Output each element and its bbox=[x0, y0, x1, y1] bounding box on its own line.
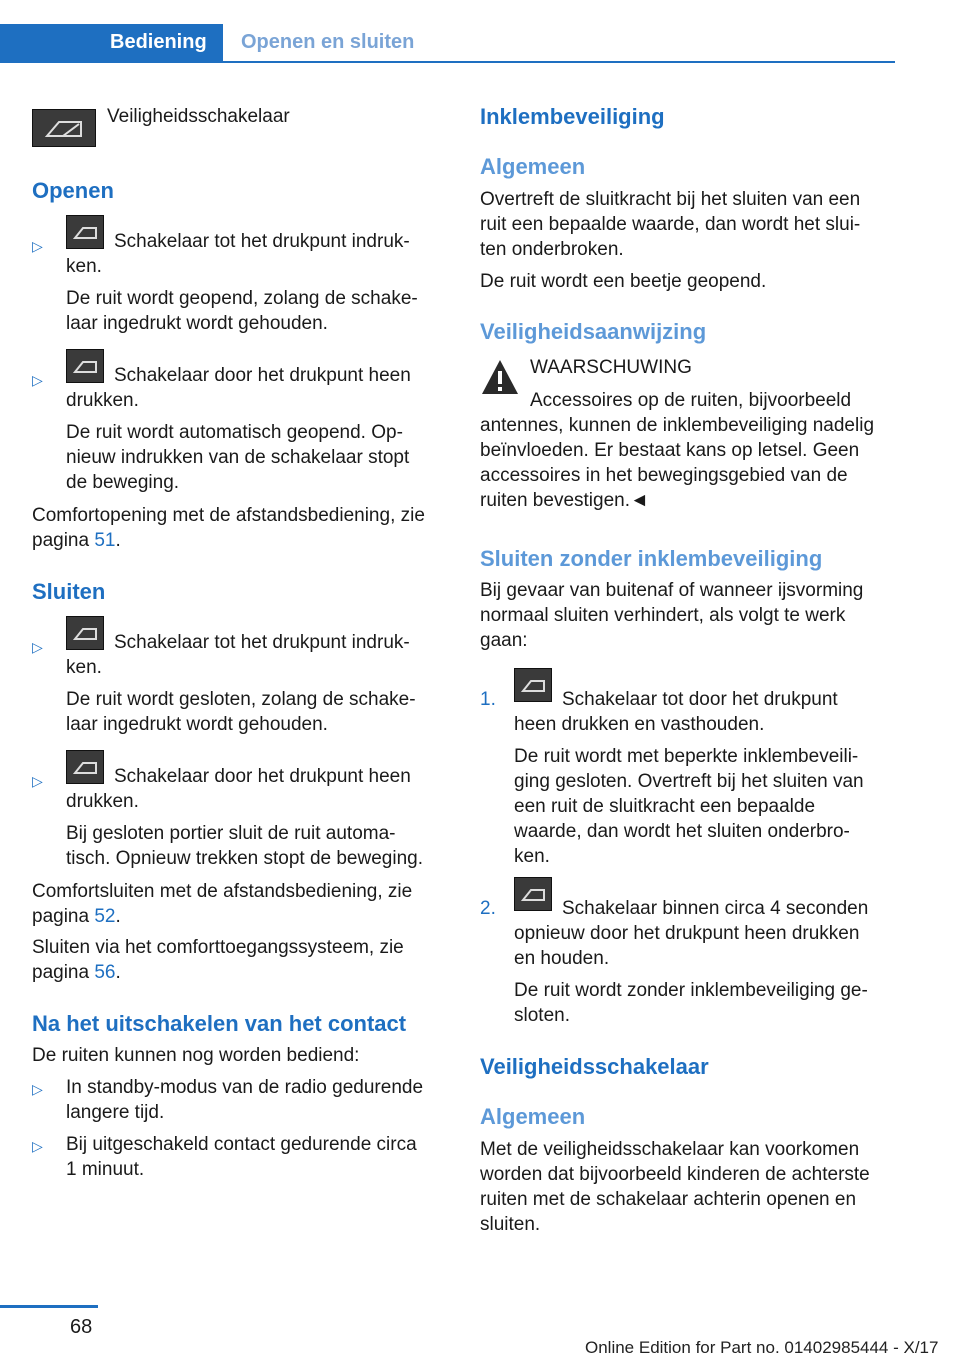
tab-bediening[interactable]: Bediening bbox=[0, 24, 223, 61]
step-number-1: 1. bbox=[480, 689, 496, 710]
bullet-icon: ▷ bbox=[32, 238, 43, 254]
tab-openen-en-sluiten[interactable]: Openen en sluiten bbox=[241, 31, 415, 53]
step-1: Schakelaar tot door het drukpunt heen drukken en vasthouden. De ruit wordt met beperkte inklembeveili- ging gesloten. Overtreft bij het sluiten van een ruit de sluitkracht een bepaalde waarde, dan wordt het sluiten onderbro- ken. bbox=[514, 668, 898, 869]
page-header bbox=[0, 24, 895, 63]
bullet-icon: ▷ bbox=[32, 1081, 43, 1097]
sluiten-zonder-heading: Sluiten zonder inklembeveiliging bbox=[480, 546, 823, 571]
warning-line-1: Accessoires op de ruiten, bijvoorbeeld bbox=[530, 390, 852, 411]
sluiten-item-2: Schakelaar door het drukpunt heen drukken. Bij gesloten portier sluit de ruit automa- tisch. Opnieuw trekken stopt de beweging. bbox=[66, 750, 450, 871]
footer-rule bbox=[0, 1305, 98, 1308]
sluiten-zonder-text: Bij gevaar van buitenaf of wanneer ijsvorming normaal sluiten verhindert, als volgt te werk gaan: bbox=[480, 580, 864, 651]
comfortsluiten-text: Comfortsluiten met de afstandsbediening, zie pagina 52. bbox=[32, 881, 413, 927]
page-link-56[interactable]: 56 bbox=[94, 962, 116, 983]
contact-item-1: In standby-modus van de radio gedurende langere tijd. bbox=[66, 1077, 424, 1123]
veiligheidsschakelaar-label: Veiligheidsschakelaar bbox=[107, 106, 290, 127]
algemeen-heading: Algemeen bbox=[480, 154, 586, 179]
page-number: 68 bbox=[70, 1316, 93, 1338]
step-number-2: 2. bbox=[480, 898, 496, 919]
contact-intro: De ruiten kunnen nog worden bediend: bbox=[32, 1045, 360, 1066]
comforttoegang-text: Sluiten via het comforttoegangssysteem, zie pagina 56. bbox=[32, 937, 404, 983]
contact-item-2: Bij uitgeschakeld contact gedurende circa 1 minuut. bbox=[66, 1134, 417, 1180]
window-switch-icon bbox=[66, 616, 104, 650]
veiligheidsaanwijzing-heading: Veiligheidsaanwijzing bbox=[480, 319, 707, 344]
openen-item-2: Schakelaar door het drukpunt heen drukken. De ruit wordt automatisch geopend. Op- nieuw indrukken van de schakelaar stopt de beweging. bbox=[66, 349, 450, 495]
veiligheidsschakelaar-text: Met de veiligheidsschakelaar kan voorkomen worden dat bijvoorbeeld kinderen de achterste ruiten met de schakelaar achterin openen en sluiten. bbox=[480, 1139, 870, 1235]
comfortopening-text: Comfortopening met de afstandsbediening, zie pagina 51. bbox=[32, 505, 425, 551]
bullet-icon: ▷ bbox=[32, 773, 43, 789]
page-link-52[interactable]: 52 bbox=[94, 906, 116, 927]
window-switch-icon bbox=[514, 668, 552, 702]
inklembeveiliging-heading: Inklembeveiliging bbox=[480, 104, 665, 129]
contact-heading: Na het uitschakelen van het contact bbox=[32, 1011, 407, 1036]
veiligheidsschakelaar-heading: Veiligheidsschakelaar bbox=[480, 1054, 709, 1079]
window-switch-icon bbox=[66, 349, 104, 383]
sluiten-heading: Sluiten bbox=[32, 579, 106, 604]
openen-heading: Openen bbox=[32, 178, 114, 203]
algemeen-2-heading: Algemeen bbox=[480, 1104, 586, 1129]
warning-triangle-icon bbox=[480, 358, 520, 403]
warning-text: antennes, kunnen de inklembeveiliging nadelig beïnvloeden. Er bestaat kans op letsel. Geen accessoires in het bewegingsgebied van de ruiten bevestigen.◄ bbox=[480, 415, 875, 511]
step-2: Schakelaar binnen circa 4 seconden opnieuw door het drukpunt heen drukken en houden. De ruit wordt zonder inklembeveiliging ge- sloten. bbox=[514, 877, 898, 1028]
bullet-icon: ▷ bbox=[32, 639, 43, 655]
warning-title: WAARSCHUWING bbox=[530, 357, 692, 378]
safety-switch-icon bbox=[32, 109, 96, 147]
window-switch-icon bbox=[514, 877, 552, 911]
bullet-icon: ▷ bbox=[32, 372, 43, 388]
bullet-icon: ▷ bbox=[32, 1138, 43, 1154]
window-switch-icon bbox=[66, 750, 104, 784]
page-link-51[interactable]: 51 bbox=[94, 530, 116, 551]
algemeen-text: Overtreft de sluitkracht bij het sluiten van een ruit een bepaalde waarde, dan wordt het slui- ten onderbroken. De ruit wordt een beetje geopend. bbox=[480, 189, 861, 292]
openen-item-1: Schakelaar tot het drukpunt indruk- ken. De ruit wordt geopend, zolang de schake- laar ingedrukt wordt gehouden. bbox=[66, 215, 450, 336]
edition-text: Online Edition for Part no. 01402985444 - X/17 bbox=[585, 1338, 939, 1357]
sluiten-item-1: Schakelaar tot het drukpunt indruk- ken. De ruit wordt gesloten, zolang de schake- laar ingedrukt wordt gehouden. bbox=[66, 616, 450, 737]
window-switch-icon bbox=[66, 215, 104, 249]
